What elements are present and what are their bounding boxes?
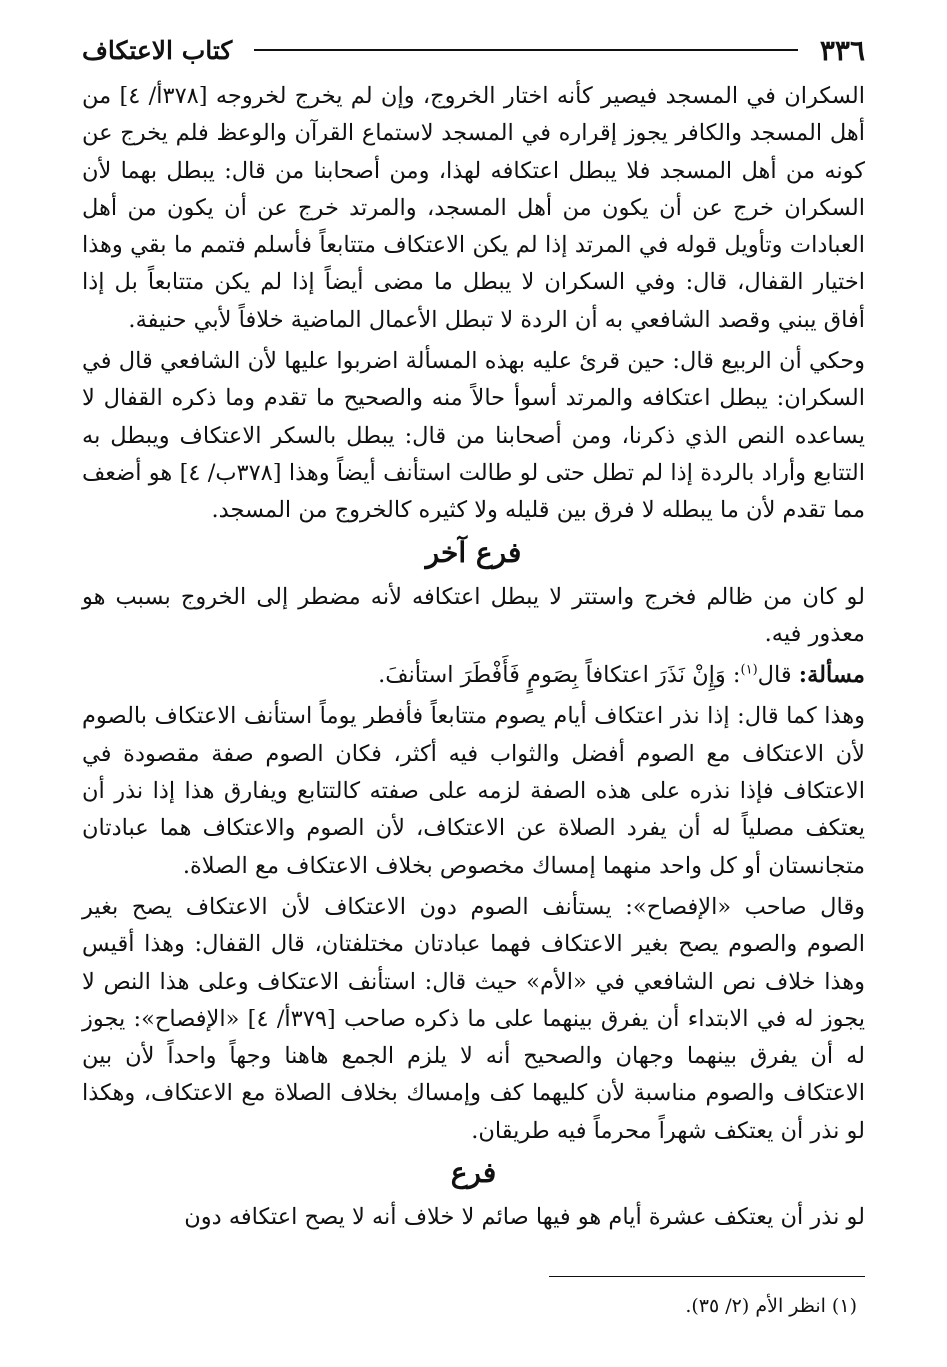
paragraph: لو كان من ظالم فخرج واستتر لا يبطل اعتكافه لأنه مضطر إلى الخروج بسبب هو معذور فيه. <box>82 583 865 647</box>
section-heading: فرع آخر <box>425 535 522 569</box>
paragraph: وحكي أن الربيع قال: حين قرئ عليه بهذه المسألة اضربوا عليها لأن الشافعي قال في السكران: يبطل اعتكافه والمرتد أسوأ حالاً منه والصحيح ما تقدم وما ذكره القفال لا يساعده النص الذي ذكرنا، ومن أصحابنا من قال: يبطل بالسكر الاعتكاف ويبطل به التتابع وأراد بالردة إذا لم تطل حتى لو طالت استأنف أيضاً وهذا [٣٧٨ب/ ٤] هو أضعف مما تقدم لأن ما يبطله لا فرق بين قليله ولا كثيره كالخروج من المسجد. <box>82 348 866 524</box>
footnote: (١) انظر الأم (٢/ ٣٥). <box>685 1295 857 1317</box>
page-number: ٣٣٦ <box>819 33 865 67</box>
masala-label: مسألة: <box>798 662 865 689</box>
masala-text: : وَإِنْ نَذَرَ اعتكافاً بِصَومٍ فَأَفْطَرَ استأنفَ. <box>378 662 741 689</box>
header-rule <box>254 49 798 51</box>
section-heading: فرع <box>450 1156 497 1190</box>
footnote-reference[interactable]: (١) <box>740 662 758 678</box>
running-title: كتاب الاعتكاف <box>82 35 233 65</box>
page-header <box>82 30 865 70</box>
paragraph: لو نذر أن يعتكف عشرة أيام هو فيها صائم لا خلاف أنه لا يصح اعتكافه دون <box>184 1204 865 1231</box>
masala-intro: قال <box>757 662 792 689</box>
paragraph: وقال صاحب «الإفصاح»: يستأنف الصوم دون الاعتكاف لأن الاعتكاف يصح بغير الصوم والصوم يصح بغير الاعتكاف فهما عبادتان مختلفتان، قال القفال: وهذا أقيس وهذا خلاف نص الشافعي في «الأم» حيث قال: استأنف الاعتكاف وعلى هذا النص لا يجوز له في الابتداء أن يفرق بينهما على ما ذكره صاحب [٣٧٩أ/ ٤] «الإفصاح»: يجوز له أن يفرق بينهما وجهان والصحيح أنه لا يلزم الجمع هاهنا وجهاً واحداً لأن بين الاعتكاف والصوم مناسبة لأن كليهما كف وإمساك بخلاف الصلاة مع الاعتكاف، وهكذا لو نذر أن يعتكف شهراً محرماً فيه طريقان. <box>82 893 866 1144</box>
paragraph: السكران في المسجد فيصير كأنه اختار الخروج، وإن لم يخرج لخروجه [٣٧٨أ/ ٤] من أهل المسجد والكافر يجوز إقراره في المسجد لاستماع القرآن والوعظ فلم يخرج عن كونه من أهل المسجد فلا يبطل اعتكافه لهذا، ومن أصحابنا من قال: يبطل بهما لأن السكران خرج عن أن يكون من أهل المسجد، والمرتد خرج عن أن يكون من أهل العبادات وتأويل قوله في المرتد إذا لم يكن الاعتكاف متتابعاً فأسلم فتمم ما بقي وهذا اختيار القفال، قال: وفي السكران لا يبطل ما مضى أيضاً إذا لم يكن متتابعاً بل إذا أفاق يبني وقصد الشافعي به أن الردة لا تبطل الأعمال الماضية خلافاً لأبي حنيفة. <box>82 83 865 333</box>
page-body <box>82 78 865 1236</box>
footnote-separator <box>549 1276 865 1277</box>
paragraph: وهذا كما قال: إذا نذر اعتكاف أيام يصوم متتابعاً فأفطر يوماً استأنف الاعتكاف بالصوم لأن الاعتكاف مع الصوم أفضل والثواب فيه أكثر، فكان الصوم صفة مقصودة في الاعتكاف فإذا نذره على هذه الصفة لزمه على صفته كالتتابع ويفارق هذا إذا نذر أن يعتكف مصلياً له أن يفرد الصلاة عن الاعتكاف، لأن الصوم والاعتكاف هما عبادتان متجانستان أو كل واحد منهما إمساك مخصوص بخلاف الاعتكاف مع الصلاة. <box>82 703 865 879</box>
masala-paragraph <box>82 657 865 694</box>
